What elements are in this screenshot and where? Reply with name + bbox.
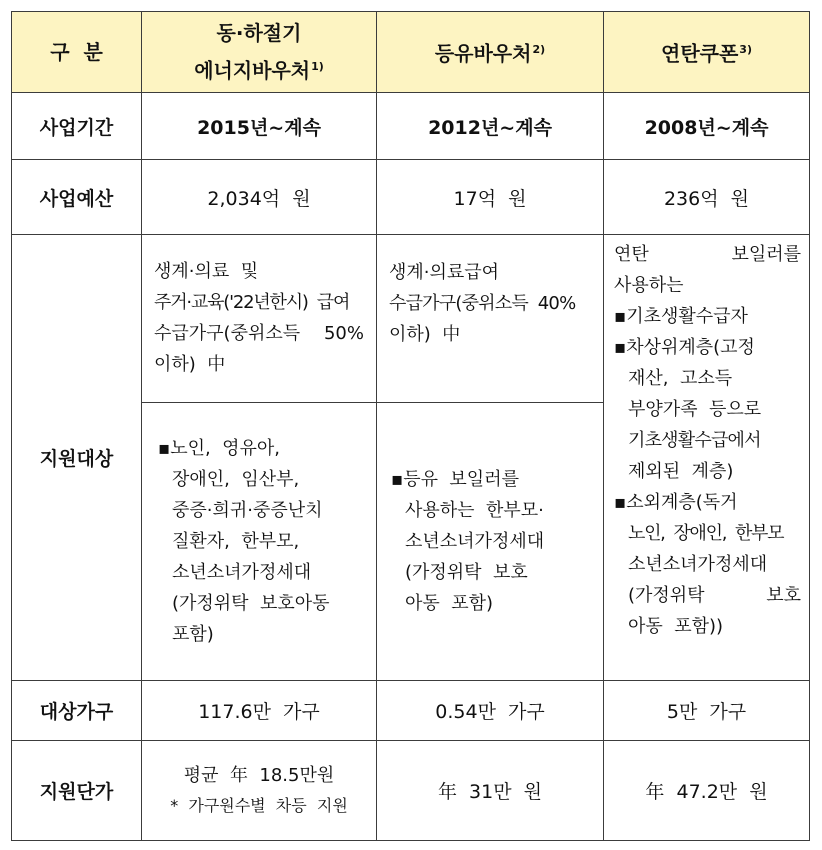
unit-energy: 평균 年 18.5만원 * 가구원수별 차등 지원: [142, 741, 377, 841]
target-kerosene-bottom: ▪등유 보일러를 사용하는 한부모· 소년소녀가정세대 (가정위탁 보호 아동 포함): [377, 403, 604, 681]
unit-row: [12, 741, 810, 841]
target-energy-top: 생계·의료 및 주거·교육('22년한시) 급여 수급가구(중위소득 50% 이하) 中: [142, 235, 377, 403]
target-kerosene-top: 생계·의료급여 수급가구(중위소득 40% 이하) 中: [377, 235, 604, 403]
target-coal: 연탄 보일러를 사용하는 ▪기초생활수급자 ▪차상위계층(고정 재산, 고소득 부양가족 등으로 기초생활수급에서 제외된 계층) ▪소외계층(독거 노인, 장애인, 한부모 소년소녀가정세대 (가정위탁 보호 아동 포함)): [604, 235, 810, 681]
header-row: [12, 12, 810, 93]
unit-label: 지원단가: [12, 741, 142, 841]
footnote-2: 2): [532, 43, 546, 57]
target-label: 지원대상: [12, 235, 142, 681]
period-energy: 2015년~계속: [142, 93, 377, 160]
budget-label: 사업예산: [12, 160, 142, 235]
budget-row: [12, 160, 810, 235]
budget-kerosene: 17억 원: [377, 160, 604, 235]
footnote-1: 1): [311, 60, 324, 74]
header-coal-coupon: 연탄쿠폰$^{3)}$: [604, 12, 810, 93]
header-energy-line1: 동·하절기: [216, 21, 302, 46]
period-coal: 2008년~계속: [604, 93, 810, 160]
target-energy-bottom: ▪노인, 영유아, 장애인, 임산부, 중증·희귀·중증난치 질환자, 한부모, 소년소녀가정세대 (가정위탁 보호아동 포함): [142, 403, 377, 681]
period-label: 사업기간: [12, 93, 142, 160]
voucher-comparison-table: [11, 11, 810, 841]
households-kerosene: 0.54만 가구: [377, 681, 604, 741]
households-label: 대상가구: [12, 681, 142, 741]
budget-energy: 2,034억 원: [142, 160, 377, 235]
header-energy-voucher: [142, 12, 377, 93]
households-row: [12, 681, 810, 741]
unit-kerosene: 年 31만 원: [377, 741, 604, 841]
households-coal: 5만 가구: [604, 681, 810, 741]
target-row-top: [12, 235, 810, 403]
header-category: 구 분: [12, 12, 142, 93]
footnote-3: 3): [739, 43, 752, 57]
period-kerosene: 2012년~계속: [377, 93, 604, 160]
budget-coal: 236억 원: [604, 160, 810, 235]
period-row: [12, 93, 810, 160]
header-kerosene-voucher: 등유바우처$^{2)}$: [377, 12, 604, 93]
unit-coal: 年 47.2만 원: [604, 741, 810, 841]
header-energy-line2: 에너지바우처: [194, 58, 311, 83]
households-energy: 117.6만 가구: [142, 681, 377, 741]
